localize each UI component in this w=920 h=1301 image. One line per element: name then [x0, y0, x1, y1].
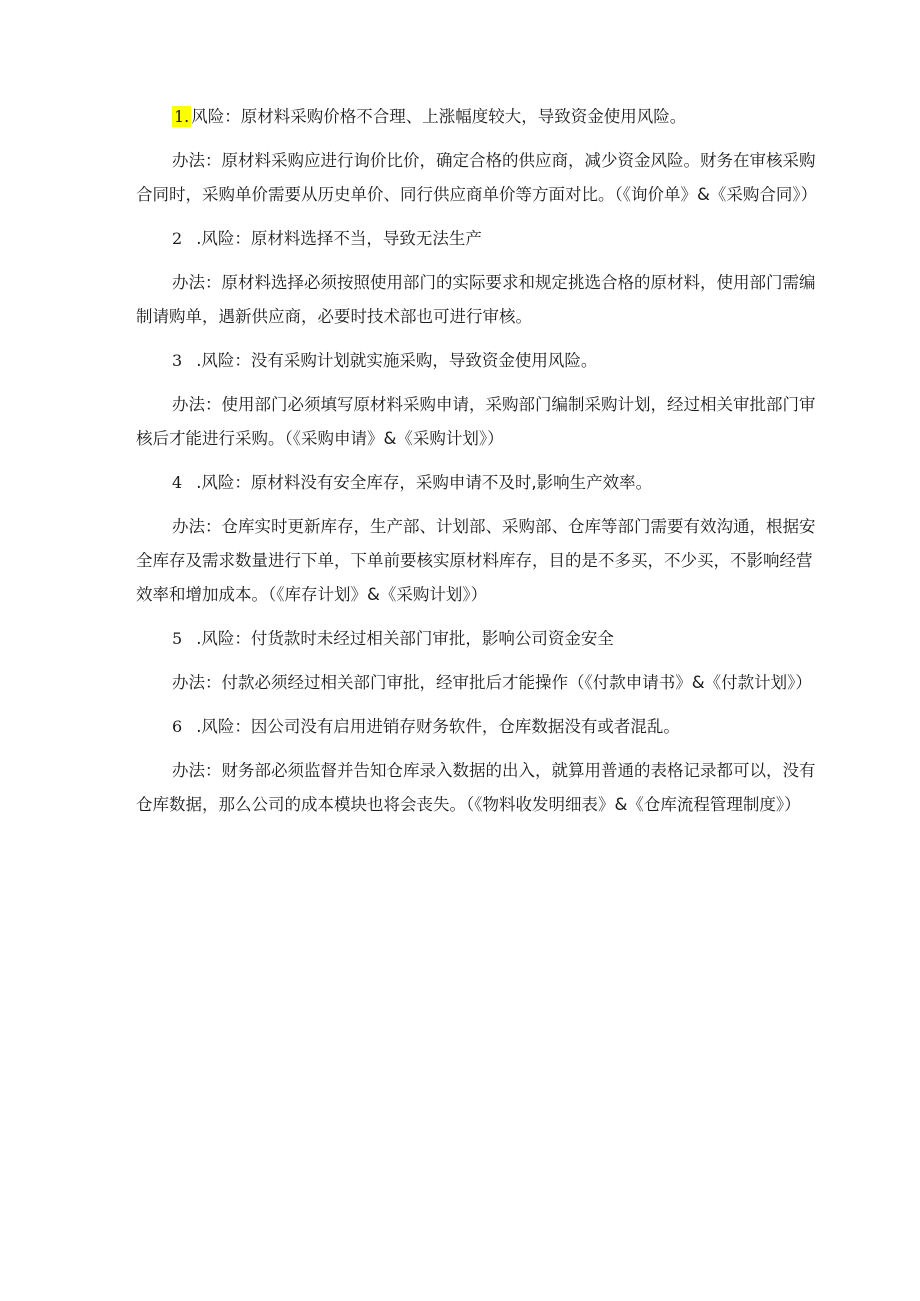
risk-item-5	[136, 622, 820, 656]
risk-item-4	[136, 466, 820, 500]
item-number-highlighted: 1.	[174, 107, 190, 126]
risk-item-2	[136, 222, 820, 256]
risk-item-6	[136, 710, 820, 744]
method-item-6: 办法：财务部必须监督并告知仓库录入数据的出入，就算用普通的表格记录都可以，没有仓库数据，那么公司的成本模块也将会丧失。（《物料收发明细表》&《仓库流程管理制度》）	[136, 761, 816, 814]
risk-text: .风险：付货款时未经过相关部门审批，影响公司资金安全	[196, 629, 614, 648]
item-number: 3	[172, 351, 183, 370]
risk-item-1	[136, 100, 820, 134]
risk-text: .风险：原材料没有安全库存，采购申请不及时,影响生产效率。	[196, 473, 653, 492]
method-item-2: 办法：原材料选择必须按照使用部门的实际要求和规定挑选合格的原材料，使用部门需编制请购单，遇新供应商，必要时技术部也可进行审核。	[136, 273, 816, 326]
risk-text: .风险：原材料选择不当，导致无法生产	[196, 229, 482, 248]
method-item-3: 办法：使用部门必须填写原材料采购申请，采购部门编制采购计划，经过相关审批部门审核后才能进行采购。（《采购申请》&《采购计划》）	[136, 395, 816, 448]
item-number: 5	[172, 629, 183, 648]
risk-item-3	[136, 344, 820, 378]
method-item-5: 办法：付款必须经过相关部门审批，经审批后才能操作（《付款申请书》&《付款计划》）	[172, 673, 812, 692]
method-item-4: 办法：仓库实时更新库存，生产部、计划部、采购部、仓库等部门需要有效沟通，根据安全库存及需求数量进行下单，下单前要核实原材料库存，目的是不多买，不少买，不影响经营效率和增加成本。（《库存计划》&《采购计划》）	[136, 517, 816, 604]
method-item-1: 办法：原材料采购应进行询价比价，确定合格的供应商，减少资金风险。财务在审核采购合同时，采购单价需要从历史单价、同行供应商单价等方面对比。（《询价单》&《采购合同》）	[136, 151, 818, 204]
item-number: 4	[172, 473, 183, 492]
risk-text: 风险：原材料采购价格不合理、上涨幅度较大，导致资金使用风险。	[191, 107, 687, 126]
risk-text: .风险：因公司没有启用进销存财务软件，仓库数据没有或者混乱。	[196, 717, 680, 736]
item-number: 2	[172, 229, 183, 248]
item-number: 6	[172, 717, 183, 736]
risk-text: .风险：没有采购计划就实施采购，导致资金使用风险。	[196, 351, 598, 370]
